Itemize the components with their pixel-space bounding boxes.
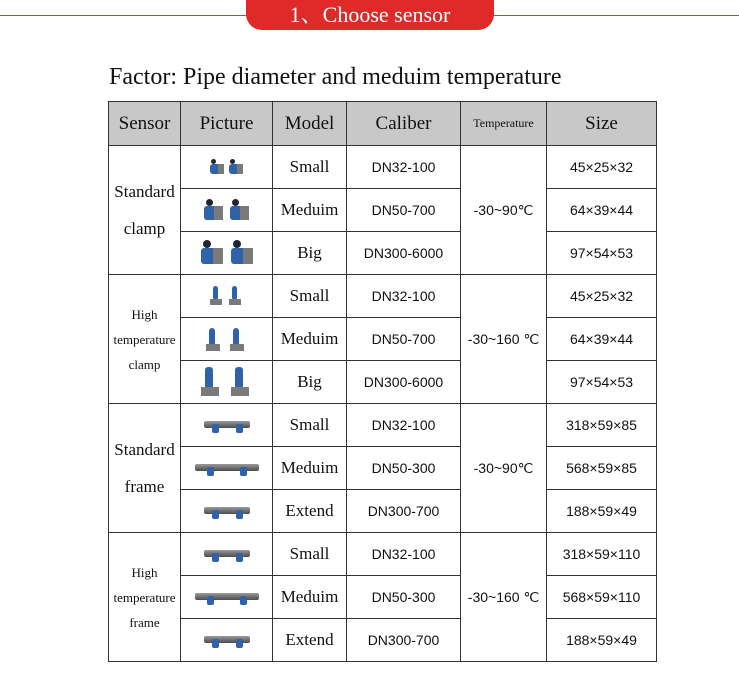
sensor-spec-table — [108, 101, 657, 662]
model-cell: Meduim — [273, 318, 347, 361]
temperature-cell: -30~160 ℃ — [461, 533, 547, 662]
size-cell: 188×59×49 — [547, 490, 657, 533]
model-cell: Extend — [273, 619, 347, 662]
model-cell: Meduim — [273, 189, 347, 232]
caliber-cell: DN300-700 — [347, 619, 461, 662]
big-clamp-icon — [197, 236, 257, 270]
sensor-type-cell: Standard frame — [109, 404, 181, 533]
size-cell: 188×59×49 — [547, 619, 657, 662]
table-row — [109, 619, 657, 662]
picture-cell — [181, 318, 273, 361]
column-header-picture: Picture — [181, 102, 273, 146]
size-cell: 45×25×32 — [547, 146, 657, 189]
column-header-model: Model — [273, 102, 347, 146]
caliber-cell: DN300-6000 — [347, 232, 461, 275]
big-ht-clamp-icon — [197, 365, 257, 399]
caliber-cell: DN32-100 — [347, 146, 461, 189]
picture-cell — [181, 275, 273, 318]
column-header-sensor: Sensor — [109, 102, 181, 146]
table-row — [109, 490, 657, 533]
caliber-cell: DN50-300 — [347, 447, 461, 490]
caliber-cell: DN50-300 — [347, 576, 461, 619]
table-row — [109, 447, 657, 490]
sensor-type-cell: High temperature frame — [109, 533, 181, 662]
model-cell: Small — [273, 533, 347, 576]
size-cell: 318×59×110 — [547, 533, 657, 576]
temperature-cell: -30~90℃ — [461, 404, 547, 533]
medium-frame-icon — [195, 458, 259, 478]
medium-ht-frame-icon — [195, 587, 259, 607]
picture-cell — [181, 447, 273, 490]
caliber-cell: DN300-700 — [347, 490, 461, 533]
picture-cell — [181, 146, 273, 189]
extend-frame-icon — [204, 501, 250, 521]
picture-cell — [181, 533, 273, 576]
picture-cell — [181, 404, 273, 447]
table-row — [109, 576, 657, 619]
header-rule-left — [0, 15, 250, 16]
caliber-cell: DN32-100 — [347, 533, 461, 576]
model-cell: Small — [273, 404, 347, 447]
section-title: 1、Choose sensor — [246, 0, 494, 30]
picture-cell — [181, 232, 273, 275]
column-header-caliber: Caliber — [347, 102, 461, 146]
small-ht-frame-icon — [204, 544, 250, 564]
model-cell: Small — [273, 275, 347, 318]
size-cell: 97×54×53 — [547, 361, 657, 404]
model-cell: Small — [273, 146, 347, 189]
picture-cell — [181, 576, 273, 619]
model-cell: Extend — [273, 490, 347, 533]
picture-cell — [181, 490, 273, 533]
table-row — [109, 533, 657, 576]
caliber-cell: DN32-100 — [347, 275, 461, 318]
table-row — [109, 146, 657, 189]
temperature-cell: -30~90℃ — [461, 146, 547, 275]
small-frame-icon — [204, 415, 250, 435]
table-row — [109, 232, 657, 275]
sensor-type-cell: Standard clamp — [109, 146, 181, 275]
caliber-cell: DN300-6000 — [347, 361, 461, 404]
temperature-cell: -30~160 ℃ — [461, 275, 547, 404]
model-cell: Big — [273, 361, 347, 404]
picture-cell — [181, 189, 273, 232]
model-cell: Meduim — [273, 576, 347, 619]
size-cell: 318×59×85 — [547, 404, 657, 447]
table-row — [109, 189, 657, 232]
picture-cell — [181, 619, 273, 662]
size-cell: 568×59×85 — [547, 447, 657, 490]
table-row — [109, 275, 657, 318]
table-row — [109, 404, 657, 447]
factor-caption: Factor: Pipe diameter and meduim temperature — [109, 64, 562, 90]
small-clamp-icon — [207, 156, 246, 178]
caliber-cell: DN50-700 — [347, 318, 461, 361]
medium-clamp-icon — [201, 196, 252, 225]
table-row — [109, 318, 657, 361]
header-rule-right — [490, 15, 739, 16]
sensor-type-cell: High temperature clamp — [109, 275, 181, 404]
medium-ht-clamp-icon — [203, 326, 251, 353]
picture-cell — [181, 361, 273, 404]
caliber-cell: DN50-700 — [347, 189, 461, 232]
model-cell: Meduim — [273, 447, 347, 490]
size-cell: 97×54×53 — [547, 232, 657, 275]
size-cell: 45×25×32 — [547, 275, 657, 318]
size-cell: 64×39×44 — [547, 189, 657, 232]
caliber-cell: DN32-100 — [347, 404, 461, 447]
model-cell: Big — [273, 232, 347, 275]
table-header-row — [109, 102, 657, 146]
extend-ht-frame-icon — [204, 630, 250, 650]
column-header-temperature: Temperature — [461, 102, 547, 146]
small-ht-clamp-icon — [207, 285, 246, 307]
table-row — [109, 361, 657, 404]
size-cell: 568×59×110 — [547, 576, 657, 619]
column-header-size: Size — [547, 102, 657, 146]
size-cell: 64×39×44 — [547, 318, 657, 361]
